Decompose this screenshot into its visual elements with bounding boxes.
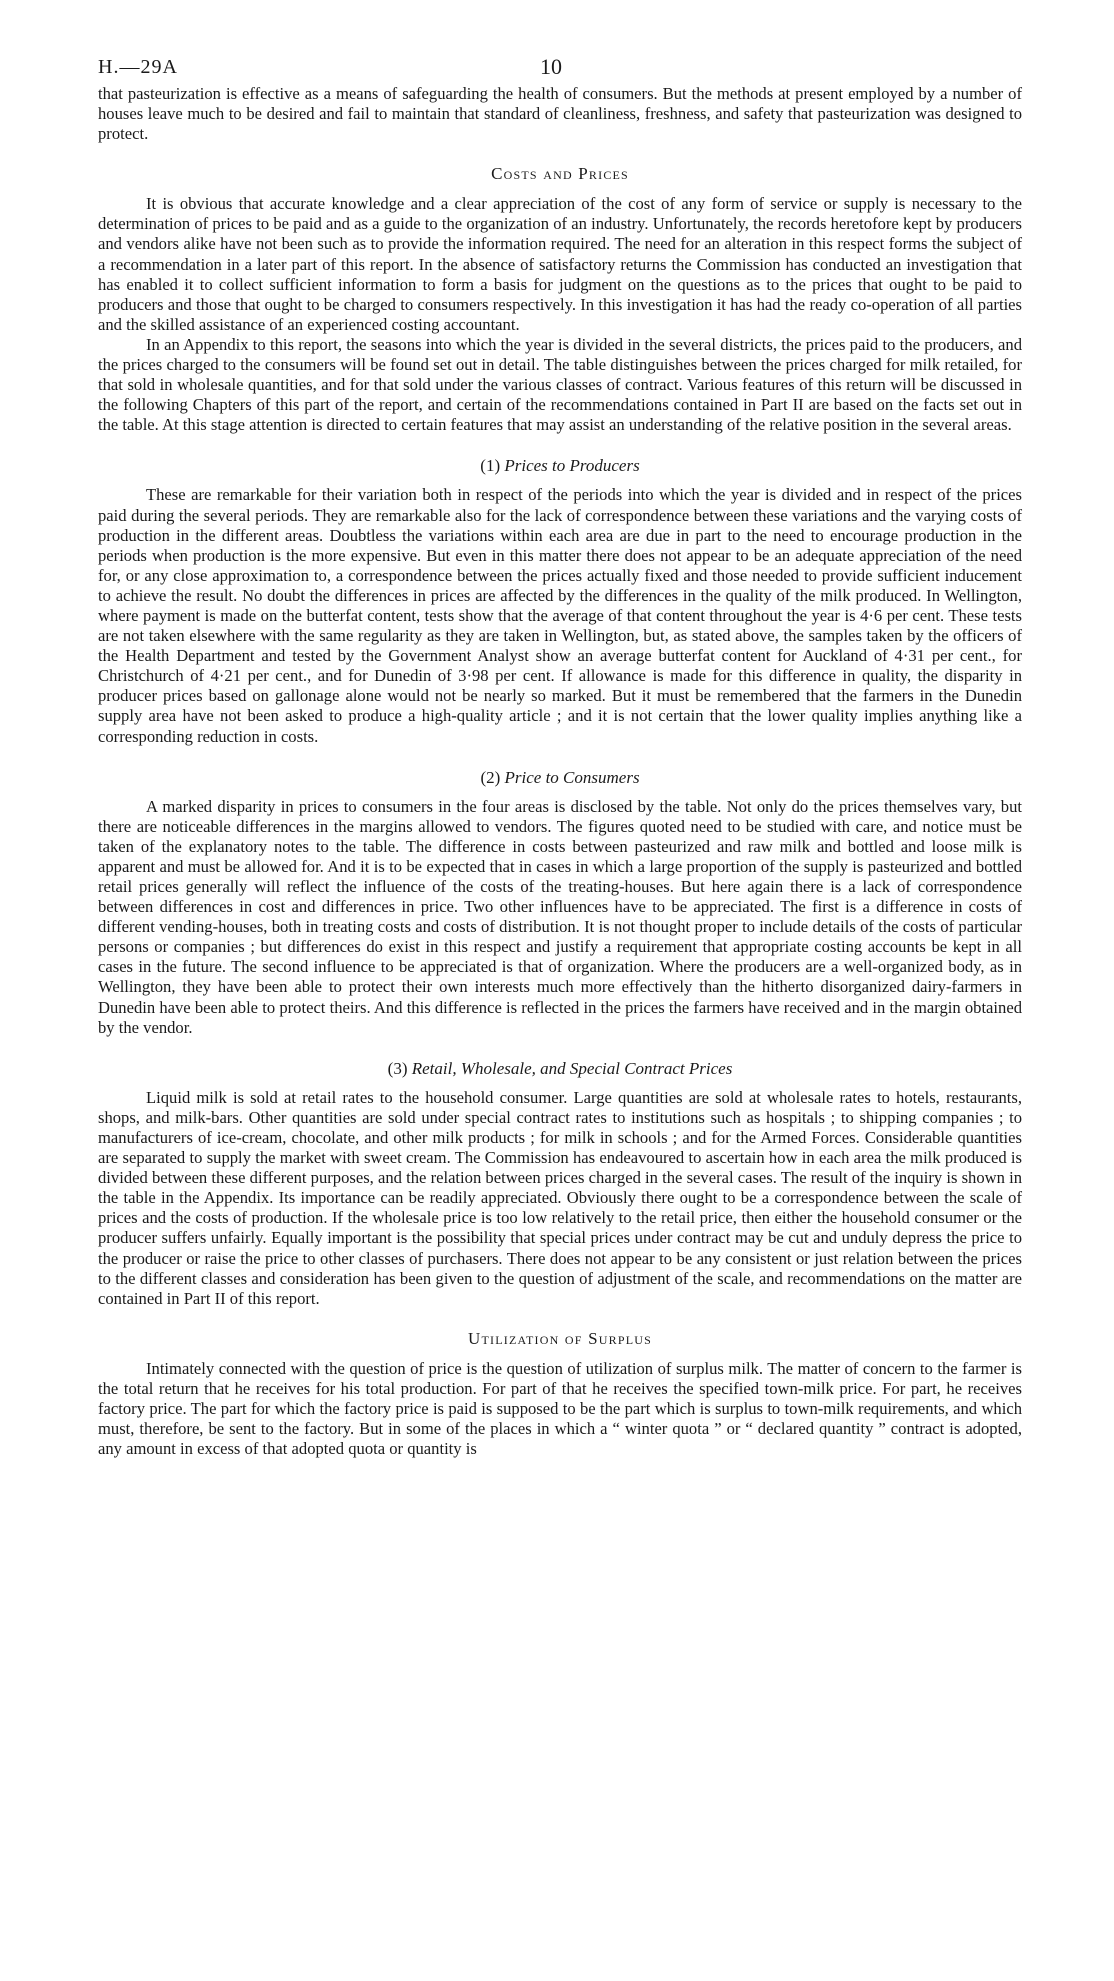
subsection-heading-price-to-consumers [98, 768, 1022, 788]
subsection-number: (1) [480, 456, 501, 476]
intro-paragraph: that pasteurization is effective as a means of safeguarding the health of consumers. But the methods at present employed by a number of houses leave much to be desired and fail to maintain that standard of cleanliness, freshness, and safety that pasteurization was designed to protect. [98, 84, 1022, 144]
costs-paragraph-1: It is obvious that accurate knowledge and a clear appreciation of the cost of any form of service or supply is necessary to the determination of prices to be paid and as a guide to the organization of an industry. Unfortunately, the records heretofore kept by producers and vendors alike have not been such as to provide the information required. The need for an alteration in this respect forms the subject of a recommendation in a later part of this report. In the absence of satisfactory returns the Commission has conducted an investigation that has enabled it to collect sufficient information to form a basis for judgment on the questions as to the prices that ought to be paid to producers and those that ought to be charged to consumers respectively. In this investigation it has had the ready co-operation of all parties and the skilled assistance of an experienced costing accountant. [98, 194, 1022, 334]
subsection-title: Price to Consumers [504, 767, 640, 787]
retail-wholesale-paragraph: Liquid milk is sold at retail rates to the household consumer. Large quantities are sold at wholesale rates to hotels, restaurants, shops, and milk-bars. Other quantities are sold under special contract rates to institutions such as hospitals ; to shipping companies ; to manufacturers of ice-cream, chocolate, and other milk products ; for milk in schools ; and for the Armed Forces. Considerable quantities are separated to supply the market with sweet cream. The Commission has endeavoured to ascertain how in each area the milk produced is divided between these different purposes, and the relation between prices charged in the several cases. The result of the inquiry is shown in the table in the Appendix. Its importance can be readily appreciated. Obviously there ought to be a correspondence between the scale of prices and the costs of production. If the wholesale price is too low relatively to the retail price, then either the household consumer or the producer suffers unfairly. Equally important is the possibility that special prices under contract may be cut and unduly depress the price to the producer or raise the price to other classes of purchasers. There does not appear to be any consistent or just relation between the prices to the different classes and consideration has been given to the question of adjustment of the scale, and recommendations on the matter are contained in Part II of this report. [98, 1087, 1022, 1308]
costs-paragraph-2: In an Appendix to this report, the seasons into which the year is divided in the several districts, the prices paid to the producers, and the prices charged to the consumers will be found set out in detail. The table distinguishes between the prices charged for milk retailed, for that sold in wholesale quantities, and for that sold under the various classes of contract. Various features of this return will be discussed in the following Chapters of this part of the report, and certain of the recommendations contained in Part II are based on the facts set out in the table. At this stage attention is directed to certain features that may assist an understanding of the relative position in the several areas. [98, 334, 1022, 435]
subsection-number: (3) [387, 1058, 408, 1078]
running-header [98, 54, 1022, 84]
document-reference: H.—29A [98, 56, 178, 78]
producers-paragraph: These are remarkable for their variation both in respect of the periods into which the year is divided and in respect of the prices paid during the several periods. They are remarkable also for the lack of correspondence between these variations and the varying costs of production in the different areas. Doubtless the variations within each area are due in part to the need to encourage production in the periods when production is the more expensive. But even in this matter there does not appear to be an adequate appreciation of the need for, or any close approximation to, a correspondence between the prices actually fixed and those needed to provide sufficient inducement to achieve the result. No doubt the differences in prices are affected by the differences in the quality of the milk produced. In Wellington, where payment is made on the butterfat content, tests show that the average of that content throughout the year is 4·6 per cent. These tests are not taken elsewhere with the same regularity as they are taken in Wellington, but, as stated above, the samples taken by the officers of the Health Department and tested by the Government Analyst show an average butterfat content for Auckland of 4·31 per cent., for Christchurch of 4·21 per cent., and for Dunedin of 3·98 per cent. If allowance is made for this difference in quality, the disparity in producer prices based on gallonage alone would not be nearly so marked. But it must be remembered that the farmers in the Dunedin supply area have not been asked to produce a high-quality article ; and it is not certain that the lower quality implies anything like a corresponding reduction in costs. [98, 485, 1022, 746]
subsection-heading-retail-wholesale [98, 1059, 1022, 1079]
subsection-title: Retail, Wholesale, and Special Contract Prices [411, 1058, 733, 1078]
subsection-number: (2) [480, 767, 501, 787]
subsection-heading-prices-to-producers [98, 456, 1022, 476]
utilization-paragraph: Intimately connected with the question of price is the question of utilization of surplus milk. The matter of concern to the farmer is the total return that he receives for his total production. For part of that he receives the specified town-milk price. For part, he receives factory price. The part for which the factory price is paid is supposed to be the part which is surplus to town-milk requirements, and which must, therefore, be sent to the factory. But in some of the places in which a “ winter quota ” or “ declared quantity ” contract is adopted, any amount in excess of that adopted quota or quantity is [98, 1358, 1022, 1459]
section-heading-costs-and-prices: Costs and Prices [491, 164, 629, 184]
subsection-title: Prices to Producers [504, 456, 640, 476]
consumers-paragraph: A marked disparity in prices to consumers in the four areas is disclosed by the table. Not only do the prices themselves vary, but there are noticeable differences in the margins allowed to vendors. The figures quoted need to be studied with care, and notice must be taken of the explanatory notes to the table. The difference in costs between pasteurized and raw milk and bottled and loose milk is apparent and must be allowed for. And it is to be expected that in cases in which a large proportion of the supply is pasteurized and bottled retail prices generally will reflect the influence of the costs of the treating-houses. But here again there is a lack of correspondence between differences in cost and differences in price. Two other influences have to be appreciated. The first is a difference in costs of different vending-houses, both in treating costs and costs of distribution. It is not thought proper to include details of the costs of particular persons or companies ; but differences do exist in this respect and justify a requirement that appropriate costing accounts be kept in all cases in the future. The second influence to be appreciated is that of organization. Where the producers are a well-organized body, as in Wellington, they have been able to protect their own interests much more effectively than the hitherto disorganized dairy-farmers in Dunedin have been able to protect theirs. And this difference is reflected in the prices the farmers have received and in the margin obtained by the vendor. [98, 796, 1022, 1037]
document-page [98, 54, 1022, 1459]
page-number: 10 [540, 54, 562, 79]
section-heading-utilization-of-surplus: Utilization of Surplus [468, 1328, 652, 1348]
